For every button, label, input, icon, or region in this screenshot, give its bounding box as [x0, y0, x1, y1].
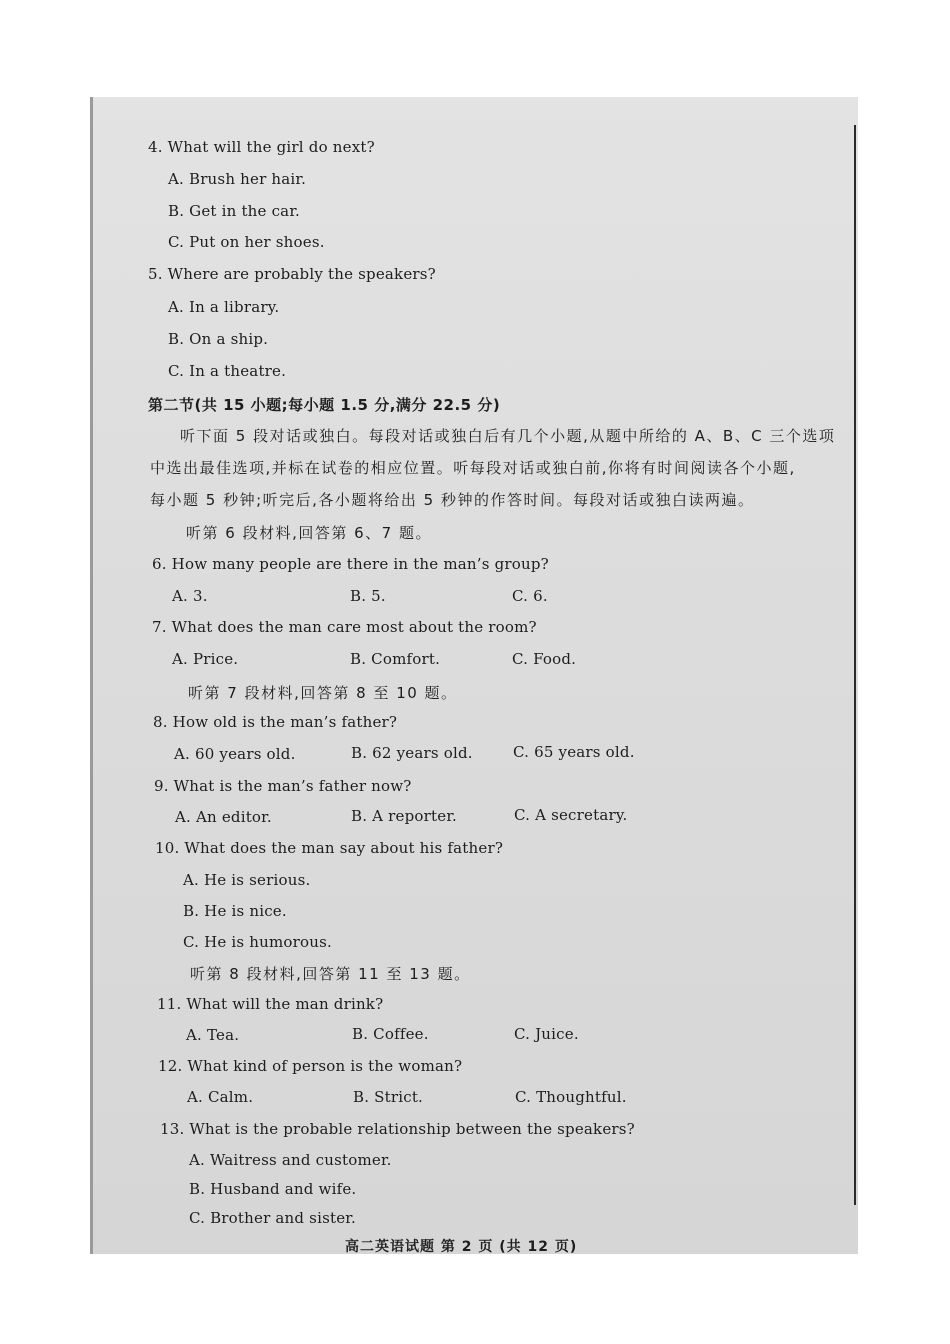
- question-5-option-a: A. In a library.: [168, 298, 280, 316]
- question-6-option-b: B. 5.: [350, 587, 386, 605]
- question-8-option-a: A. 60 years old.: [174, 745, 296, 763]
- question-5-option-b: B. On a ship.: [168, 330, 269, 348]
- section-2-instructions-line-3: 每小题 5 秒钟;听完后,各小题将给出 5 秒钟的作答时间。每段对话或独白读两遍。: [150, 491, 755, 509]
- question-8-option-b: B. 62 years old.: [351, 744, 473, 762]
- question-11-stem: 11. What will the man drink?: [157, 995, 384, 1013]
- material-7-intro: 听第 7 段材料,回答第 8 至 10 题。: [188, 684, 458, 702]
- question-12-option-a: A. Calm.: [187, 1088, 254, 1106]
- question-10-option-c: C. He is humorous.: [183, 933, 332, 951]
- question-9-option-b: B. A reporter.: [351, 807, 458, 825]
- question-9-stem: 9. What is the man’s father now?: [154, 777, 412, 795]
- question-8-stem: 8. How old is the man’s father?: [153, 713, 398, 731]
- section-2-instructions-line-1: 听下面 5 段对话或独白。每段对话或独白后有几个小题,从题中所给的 A、B、C 三个选项: [180, 427, 836, 445]
- question-7-option-c: C. Food.: [512, 650, 577, 668]
- question-4-option-b: B. Get in the car.: [168, 202, 301, 220]
- question-5-stem: 5. Where are probably the speakers?: [148, 265, 436, 283]
- question-4-option-c: C. Put on her shoes.: [168, 233, 325, 251]
- material-8-intro: 听第 8 段材料,回答第 11 至 13 题。: [190, 965, 471, 983]
- question-4-option-a: A. Brush her hair.: [168, 170, 307, 188]
- question-10-option-a: A. He is serious.: [183, 871, 311, 889]
- question-11-option-a: A. Tea.: [186, 1026, 240, 1044]
- question-4-stem: 4. What will the girl do next?: [148, 138, 375, 156]
- question-13-option-a: A. Waitress and customer.: [189, 1151, 392, 1169]
- question-9-option-c: C. A secretary.: [514, 806, 628, 824]
- material-6-intro: 听第 6 段材料,回答第 6、7 题。: [186, 524, 432, 542]
- question-12-option-b: B. Strict.: [353, 1088, 424, 1106]
- question-7-stem: 7. What does the man care most about the room?: [152, 618, 537, 636]
- page-left-edge: [90, 97, 93, 1254]
- question-6-stem: 6. How many people are there in the man’s group?: [152, 555, 549, 573]
- question-12-option-c: C. Thoughtful.: [515, 1088, 627, 1106]
- section-2-heading: 第二节(共 15 小题;每小题 1.5 分,满分 22.5 分): [148, 396, 501, 414]
- question-13-stem: 13. What is the probable relationship between the speakers?: [160, 1120, 635, 1138]
- question-13-option-c: C. Brother and sister.: [189, 1209, 356, 1227]
- question-6-option-c: C. 6.: [512, 587, 548, 605]
- question-13-option-b: B. Husband and wife.: [189, 1180, 357, 1198]
- question-9-option-a: A. An editor.: [175, 808, 272, 826]
- question-7-option-a: A. Price.: [172, 650, 239, 668]
- question-8-option-c: C. 65 years old.: [513, 743, 635, 761]
- question-5-option-c: C. In a theatre.: [168, 362, 287, 380]
- question-11-option-c: C. Juice.: [514, 1025, 579, 1043]
- section-2-instructions-line-2: 中选出最佳选项,并标在试卷的相应位置。听每段对话或独白前,你将有时间阅读各个小题,: [150, 459, 796, 477]
- question-10-stem: 10. What does the man say about his father?: [155, 839, 504, 857]
- page-footer: 高二英语试题 第 2 页 (共 12 页): [345, 1239, 578, 1255]
- question-7-option-b: B. Comfort.: [350, 650, 441, 668]
- question-11-option-b: B. Coffee.: [352, 1025, 429, 1043]
- question-6-option-a: A. 3.: [172, 587, 208, 605]
- question-10-option-b: B. He is nice.: [183, 902, 287, 920]
- question-12-stem: 12. What kind of person is the woman?: [158, 1057, 463, 1075]
- page-right-edge: [854, 125, 856, 1205]
